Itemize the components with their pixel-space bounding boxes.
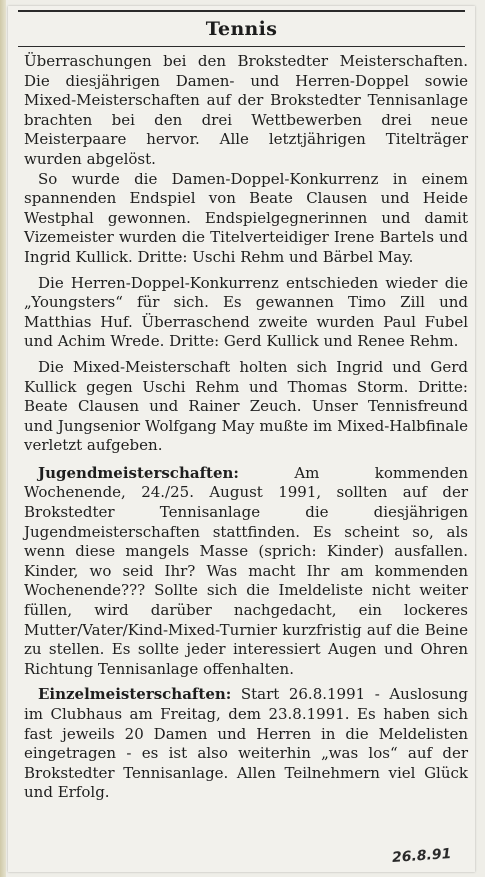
einzel-lead: Einzelmeisterschaften: <box>38 685 232 704</box>
paragraph-einzel <box>24 685 468 803</box>
top-rule <box>18 10 465 12</box>
paragraph-herren-doppel: Die Herren-Doppel-Konkurrenz entschieden wieder die „Youngsters“ für sich. Es gewannen Timo Zill und Matthias Huf. Überraschend zweite wurden Paul Fubel und Achim Wrede. Dritte: Gerd Kullick und Renee Rehm. <box>24 273 468 351</box>
article-heading: Tennis <box>205 18 278 40</box>
jugend-text: Am kommenden Wochenende, 24./25. August 1991, sollten auf der Brokstedter Tennisanlage die diesjährigen Jugendmeisterschaften stattfinden. Es scheint so, als wenn diese mangels Masse (sprich: Kinder) ausfallen. Kinder, wo seid Ihr? Was macht Ihr am kommenden Wochenende??? Sollte sich die Imeldeliste nicht weiter füllen, wird darüber nachgedacht, ein lockeres Mutter/Vater/Kind-Mixed-Turnier kurzfristig auf die Beine zu stellen. Es sollte jeder interessiert Augen und Ohren Richtung Tennisanlage offenhalten. <box>24 463 468 678</box>
article-body <box>24 52 468 803</box>
paragraph-damen-doppel: So wurde die Damen-Doppel-Konkurrenz in einem spannenden Endspiel von Beate Clausen und Heide Westphal gewonnen. Endspielgegnerinnen und damit Vizemeister wurden die Titelverteidiger Irene Bartels und Ingrid Kullick. Dritte: Uschi Rehm und Bärbel May. <box>24 169 468 266</box>
paragraph-intro: Überraschungen bei den Brokstedter Meisterschaften. Die diesjährigen Damen- und Herren-Doppel sowie Mixed-Meisterschaften auf der Brokstedter Tennisanlage brachten bei den drei Wettbewerben drei neue Meisterpaare hervor. Alle letztjährigen Titelträger wurden abgelöst. <box>24 52 468 168</box>
heading-rule <box>18 46 465 47</box>
paragraph-jugend <box>24 464 468 680</box>
paragraph-mixed: Die Mixed-Meisterschaft holten sich Ingrid und Gerd Kullick gegen Uschi Rehm und Thomas Storm. Dritte: Beate Clausen und Rainer Zeuch. Unser Tennisfreund und Jungsenior Wolfgang May mußte im Mixed-Halbfinale verletzt aufgeben. <box>24 357 468 455</box>
handwritten-date: 26.8.91 <box>391 845 452 867</box>
jugend-lead: Jugendmeisterschaften: <box>38 463 239 482</box>
folder-edge <box>0 0 6 877</box>
newspaper-clipping <box>8 6 475 872</box>
einzel-text: Start 26.8.1991 - Auslosung im Clubhaus am Freitag, dem 23.8.1991. Es haben sich fast jeweils 20 Damen und Herren in die Meldelisten eingetragen - es ist also weiterhin „was los“ auf der Brokstedter Tennisanlage. Allen Teilnehmern viel Glück und Erfolg. <box>24 685 468 802</box>
